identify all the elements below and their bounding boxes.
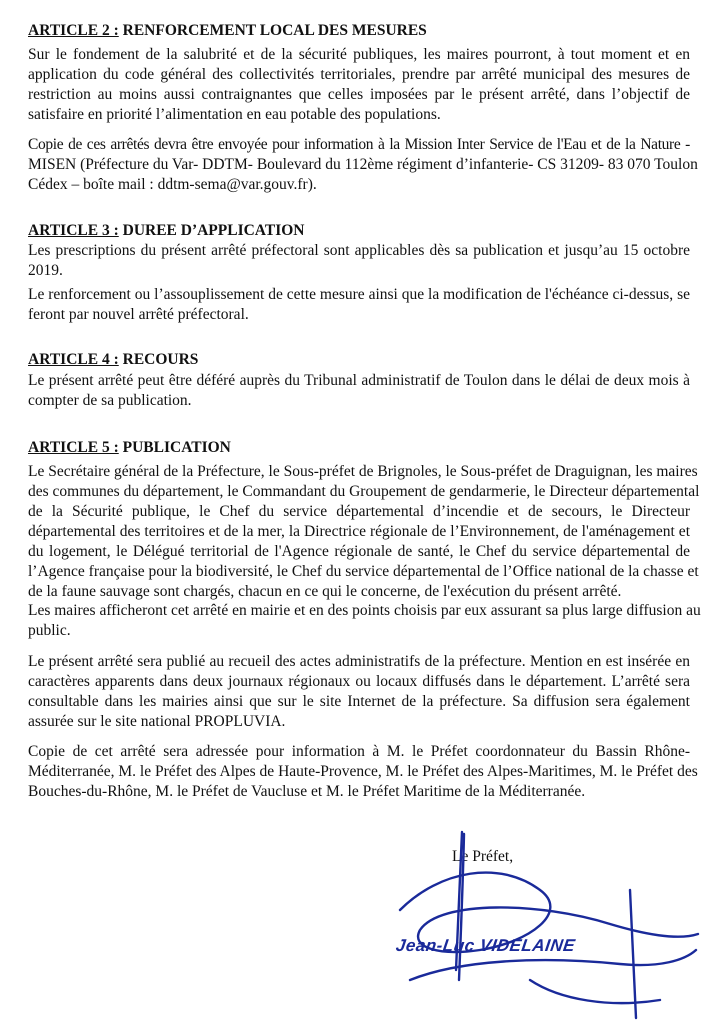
article-5-paragraph-4	[28, 742, 698, 802]
text-line: Le renforcement ou l’assouplissement de cette mesure ainsi que la modification de l'échéance ci-dessus, se	[28, 286, 690, 303]
article-3-heading	[28, 222, 304, 240]
text-line: l’Agence française pour la biodiversité, le Chef du service départemental de l’Office national de la chasse et	[28, 563, 699, 580]
article-5-paragraph-1	[28, 462, 700, 602]
text-line: Sur le fondement de la salubrité et de la sécurité publiques, les maires pourront, à tout moment et en	[28, 46, 690, 63]
text-line: Méditerranée, M. le Préfet des Alpes de Haute-Provence, M. le Préfet des Alpes-Maritimes, M. le Préfet des	[28, 763, 698, 780]
text-line: Bouches-du-Rhône, M. le Préfet de Vaucluse et M. le Préfet Maritime de la Méditerranée.	[28, 783, 586, 800]
article-3-paragraph-2	[28, 285, 690, 325]
signatory-name: Jean-Luc VIDELAINE	[394, 936, 577, 955]
article-2-heading	[28, 22, 427, 40]
article-2-title: RENFORCEMENT LOCAL DES MESURES	[118, 22, 427, 39]
text-line: compter de sa publication.	[28, 392, 192, 409]
text-line: du logement, le Délégué territorial de l'Agence régionale de santé, le Chef du service départemental de	[28, 543, 690, 560]
text-line: des communes du département, le Commandant du Groupement de gendarmerie, le Directeur départemental	[28, 483, 700, 500]
text-line: Les prescriptions du présent arrêté préfectoral sont applicables dès sa publication et jusqu’au 15 octobre	[28, 242, 690, 259]
text-line: Cédex – boîte mail : ddtm-sema@var.gouv.fr).	[28, 176, 317, 193]
text-line: restriction au moins aussi contraignantes que celles imposées par le présent arrêté, dans l’objectif de	[28, 86, 690, 103]
article-5-label: ARTICLE 5 :	[28, 439, 119, 456]
text-line: public.	[28, 622, 71, 639]
text-line: satisfaire en priorité l’alimentation en eau potable des populations.	[28, 106, 441, 123]
text-line: caractères apparents dans deux journaux régionaux ou locaux diffusés dans le département. L’arrêté sera	[28, 673, 690, 690]
text-line: 2019.	[28, 262, 63, 279]
article-3-paragraph-1	[28, 241, 690, 281]
text-line: Copie de ces arrêtés devra être envoyée pour information à la Mission Inter Service de l'Eau et de la Nature -	[28, 136, 690, 153]
signatory-title: Le Préfet,	[452, 848, 514, 865]
text-line: de la faune sauvage sont chargés, chacun en ce qui le concerne, de l'exécution du présent arrêté.	[28, 583, 622, 600]
text-line: Le Secrétaire général de la Préfecture, le Sous-préfet de Brignoles, le Sous-préfet de Draguignan, les maires	[28, 463, 698, 480]
article-5-title: PUBLICATION	[118, 439, 231, 456]
text-line: Copie de cet arrêté sera adressée pour information à M. le Préfet coordonnateur du Bassin Rhône-	[28, 743, 690, 760]
handwritten-signature	[380, 830, 700, 1020]
article-2-paragraph-1	[28, 45, 690, 125]
text-line: assurée sur le site national PROPLUVIA.	[28, 713, 286, 730]
article-3-title: DUREE D’APPLICATION	[118, 222, 305, 239]
article-2-paragraph-2	[28, 135, 698, 195]
text-line: départemental des territoires et de la mer, la Directrice régionale de l’Environnement, de l'aménagement et	[28, 523, 690, 540]
article-4-label: ARTICLE 4 :	[28, 351, 119, 368]
article-4-paragraph-1	[28, 371, 690, 411]
text-line: Le présent arrêté peut être déféré auprès du Tribunal administratif de Toulon dans le délai de deux mois à	[28, 372, 690, 389]
text-line: Le présent arrêté sera publié au recueil des actes administratifs de la préfecture. Mention en est insérée en	[28, 653, 690, 670]
article-4-heading	[28, 351, 198, 369]
text-line: Les maires afficheront cet arrêté en mairie et en des points choisis par eux assurant sa plus large diffusion au	[28, 602, 701, 619]
text-line: application du code général des collectivités territoriales, prendre par arrêté municipal des mesures de	[28, 66, 690, 83]
article-5-heading	[28, 439, 231, 457]
text-line: MISEN (Préfecture du Var- DDTM- Boulevard du 112ème régiment d’infanterie- CS 31209- 83 070 Toulon	[28, 156, 698, 173]
text-line: de la Sécurité publique, le Chef du service départemental d’incendie et de secours, le Directeur	[28, 503, 690, 520]
text-line: consultable dans les mairies ainsi que sur le site Internet de la préfecture. Sa diffusion sera également	[28, 693, 690, 710]
text-line: feront par nouvel arrêté préfectoral.	[28, 306, 249, 323]
article-5-paragraph-3	[28, 652, 690, 732]
article-5-paragraph-2	[28, 601, 701, 641]
article-3-label: ARTICLE 3 :	[28, 222, 119, 239]
article-4-title: RECOURS	[118, 351, 199, 368]
article-2-label: ARTICLE 2 :	[28, 22, 119, 39]
